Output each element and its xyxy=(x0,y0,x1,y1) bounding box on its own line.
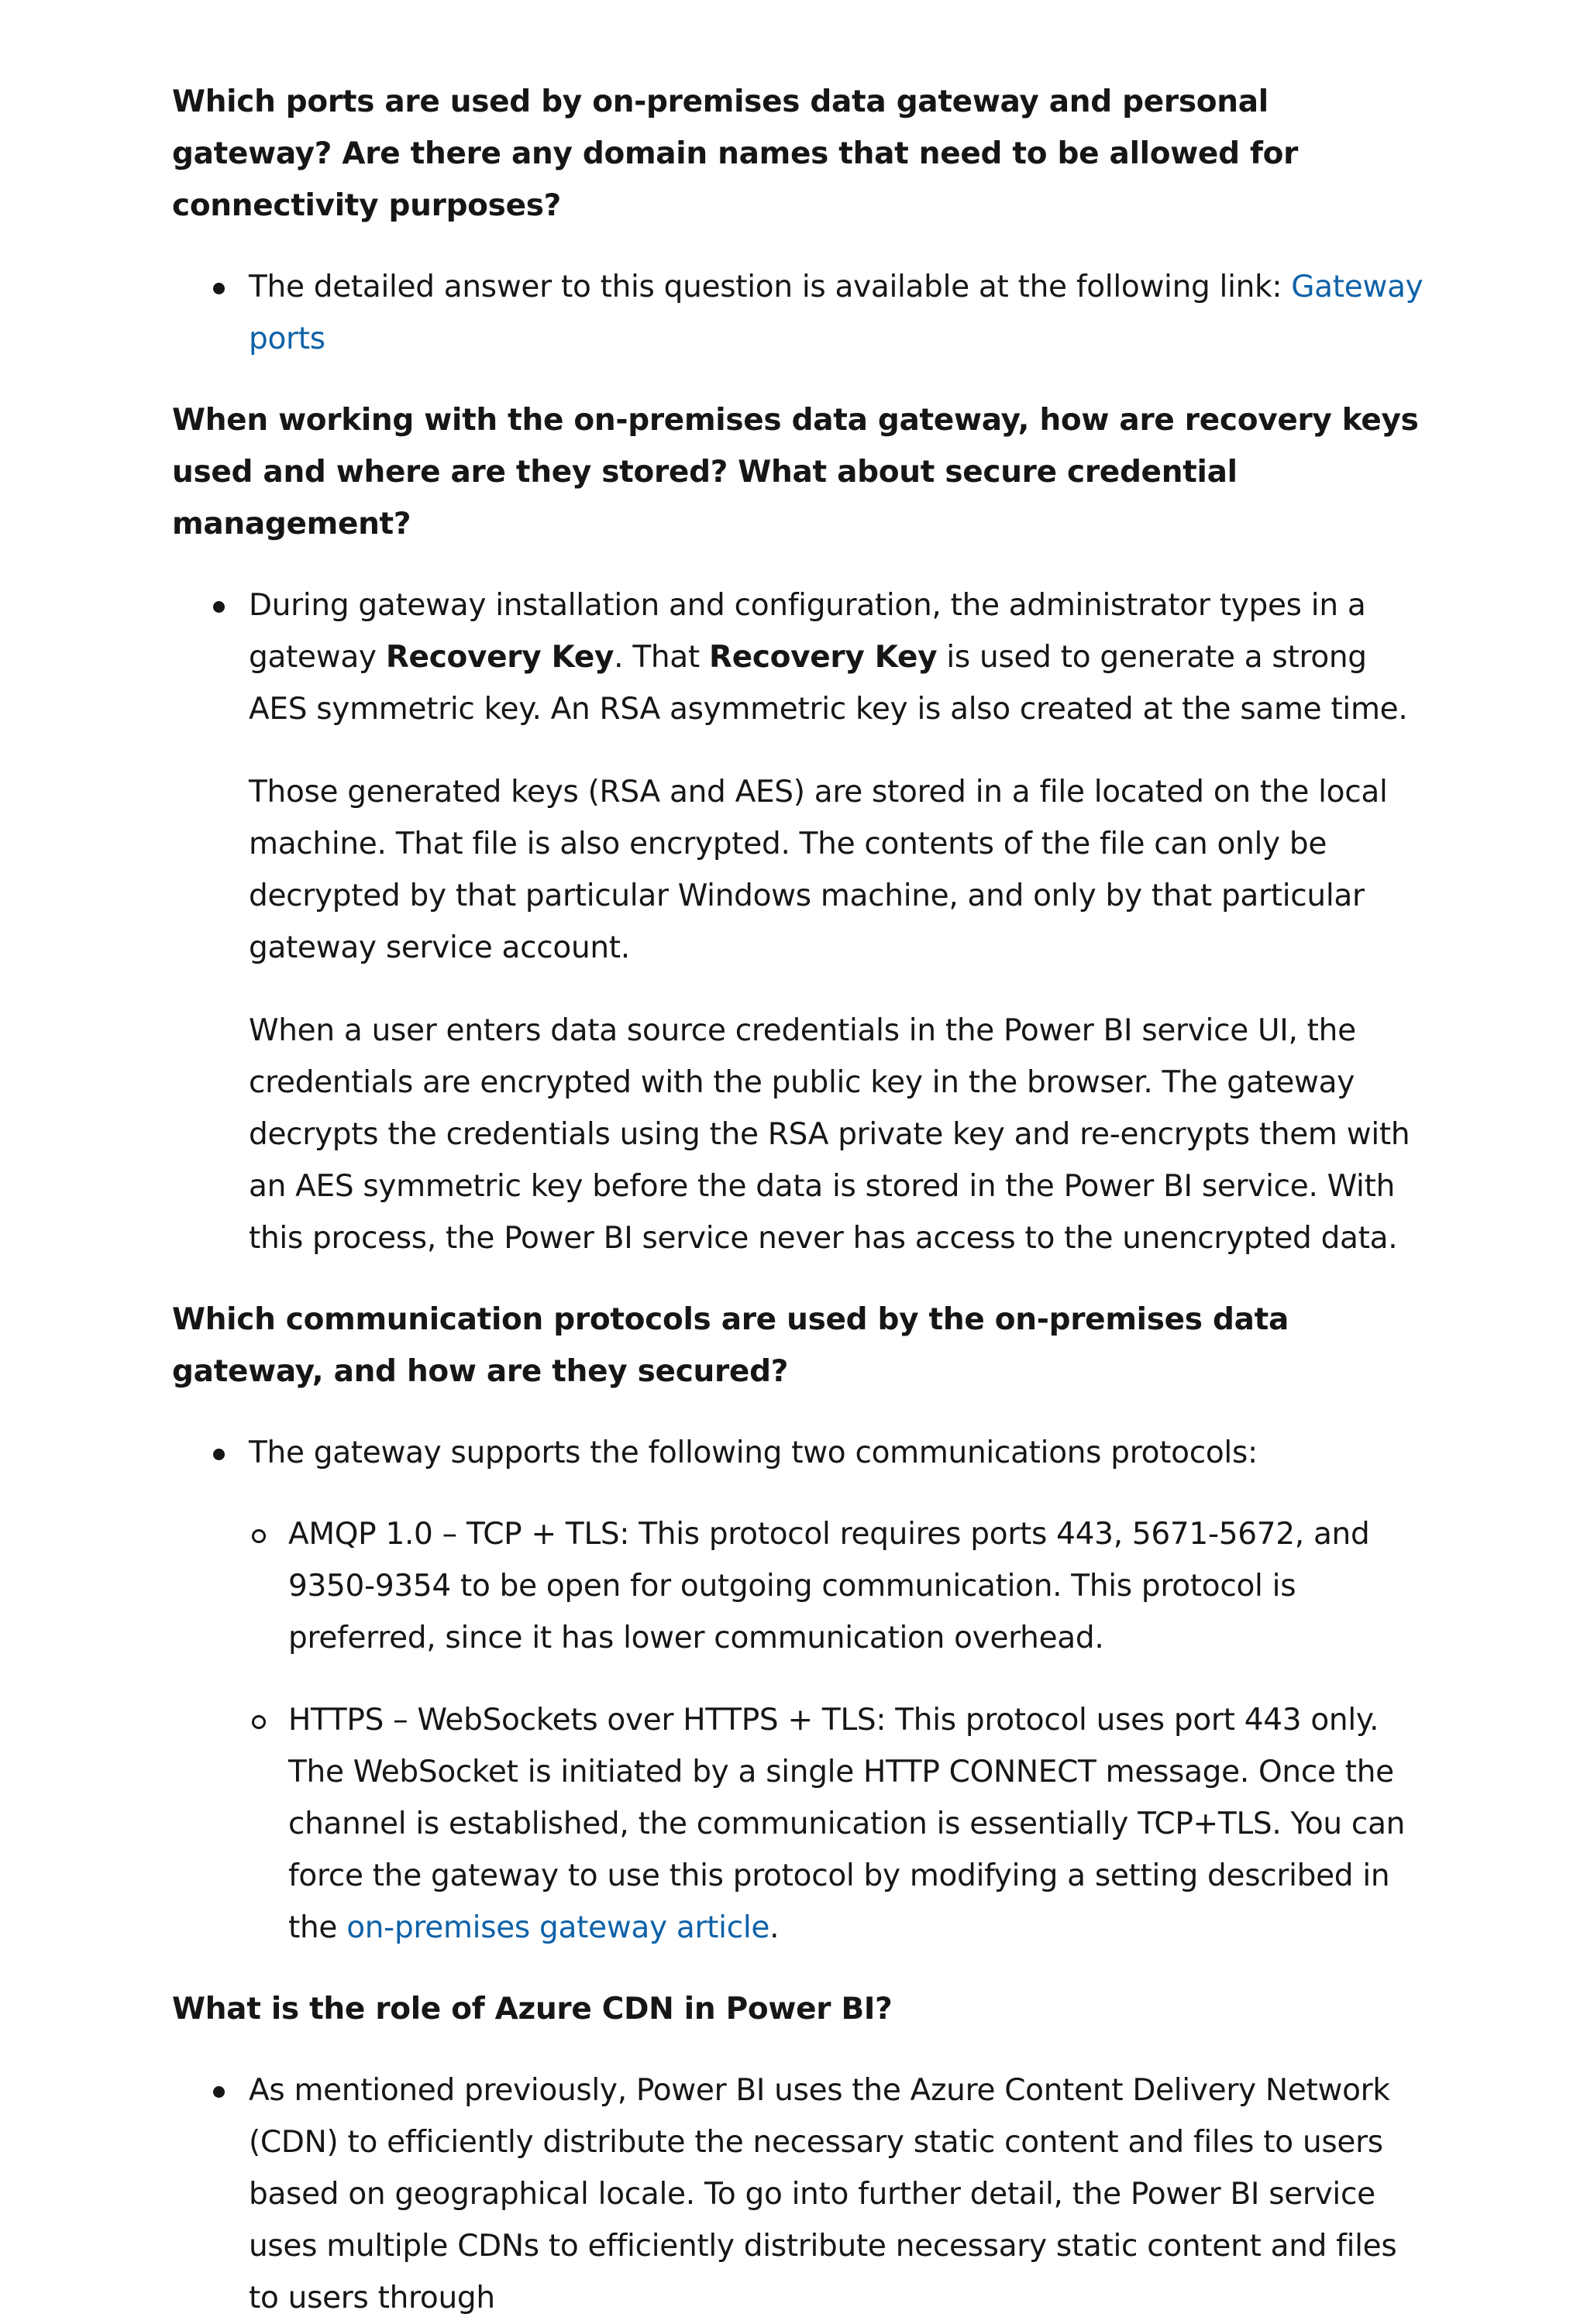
protocol-amqp-item: AMQP 1.0 – TCP + TLS: This protocol requires ports 443, 5671-5672, and 9350-9354 to be open for outgoing communication. This protocol is preferred, since it has lower communication overhead. xyxy=(288,1508,1432,1664)
generated-keys-paragraph: Those generated keys (RSA and AES) are stored in a file located on the local machine. That file is also encrypted. The contents of the file can only be decrypted by that particular Windows machine, and only by that particular gateway service account. xyxy=(249,775,1388,965)
on-premises-gateway-article-link[interactable]: on-premises gateway article xyxy=(346,1910,770,1945)
answer-azure-cdn-list xyxy=(172,2064,1432,2324)
protocol-https-item xyxy=(288,1694,1432,1954)
answer-ports-list xyxy=(172,261,1432,365)
recovery-key-paragraph xyxy=(249,579,1432,735)
question-protocols-heading: Which communication protocols are used by the on-premises data gateway, and how are they secured? xyxy=(172,1302,1289,1389)
recovery-key-text-c: . That xyxy=(614,640,709,675)
gateway-ports-link[interactable]: Gateway ports xyxy=(249,270,1423,356)
recovery-key-bold-1: Recovery Key xyxy=(385,640,614,675)
question-azure-cdn-heading: What is the role of Azure CDN in Power BI? xyxy=(172,1992,893,2027)
question-ports-heading: Which ports are used by on-premises data gateway and personal gateway? Are there any domain names that need to be allowed for connectivity purposes? xyxy=(172,84,1299,223)
protocol-https-text: HTTPS – WebSockets over HTTPS + TLS: This protocol uses port 443 only. The WebSocket is initiated by a single HTTP CONNECT message. Once the channel is established, the communication is essentially TCP+TLS. You can force the gateway to use this protocol by modifying a setting described in the xyxy=(288,1703,1406,1945)
answer-azure-cdn-item: As mentioned previously, Power BI uses the Azure Content Delivery Network (CDN) to efficiently distribute the necessary static content and files to users based on geographical locale. To go into further detail, the Power BI service uses multiple CDNs to efficiently distribute necessary static content and files to users through xyxy=(249,2064,1432,2324)
answer-recovery-keys-list xyxy=(172,579,1432,1264)
answer-protocols-list xyxy=(172,1427,1432,1954)
protocol-https-end: . xyxy=(769,1910,780,1945)
recovery-key-bold-2: Recovery Key xyxy=(708,640,938,675)
recovery-key-text-a: During gateway installation and configuration, the administrator types in a gateway xyxy=(249,588,1366,675)
answer-protocols-item xyxy=(249,1427,1432,1954)
credentials-paragraph: When a user enters data source credentials in the Power BI service UI, the credentials are encrypted with the public key in the browser. The gateway decrypts the credentials using the RSA private key and re-encrypts them with an AES symmetric key before the data is stored in the Power BI service. With this process, the Power BI service never has access to the unencrypted data. xyxy=(249,1013,1410,1256)
answer-ports-item xyxy=(249,261,1432,365)
question-recovery-keys-heading: When working with the on-premises data gateway, how are recovery keys used and where are they stored? What about secure credential management? xyxy=(172,403,1419,541)
recovery-key-text-d: is used to generate a strong AES symmetric key. An RSA asymmetric key is also created at the same time. xyxy=(249,640,1408,727)
protocols-intro: The gateway supports the following two communications protocols: xyxy=(249,1435,1258,1470)
answer-recovery-keys-item xyxy=(249,579,1432,1264)
answer-ports-text: The detailed answer to this question is available at the following link: xyxy=(249,270,1292,304)
protocols-sublist xyxy=(249,1508,1432,1954)
